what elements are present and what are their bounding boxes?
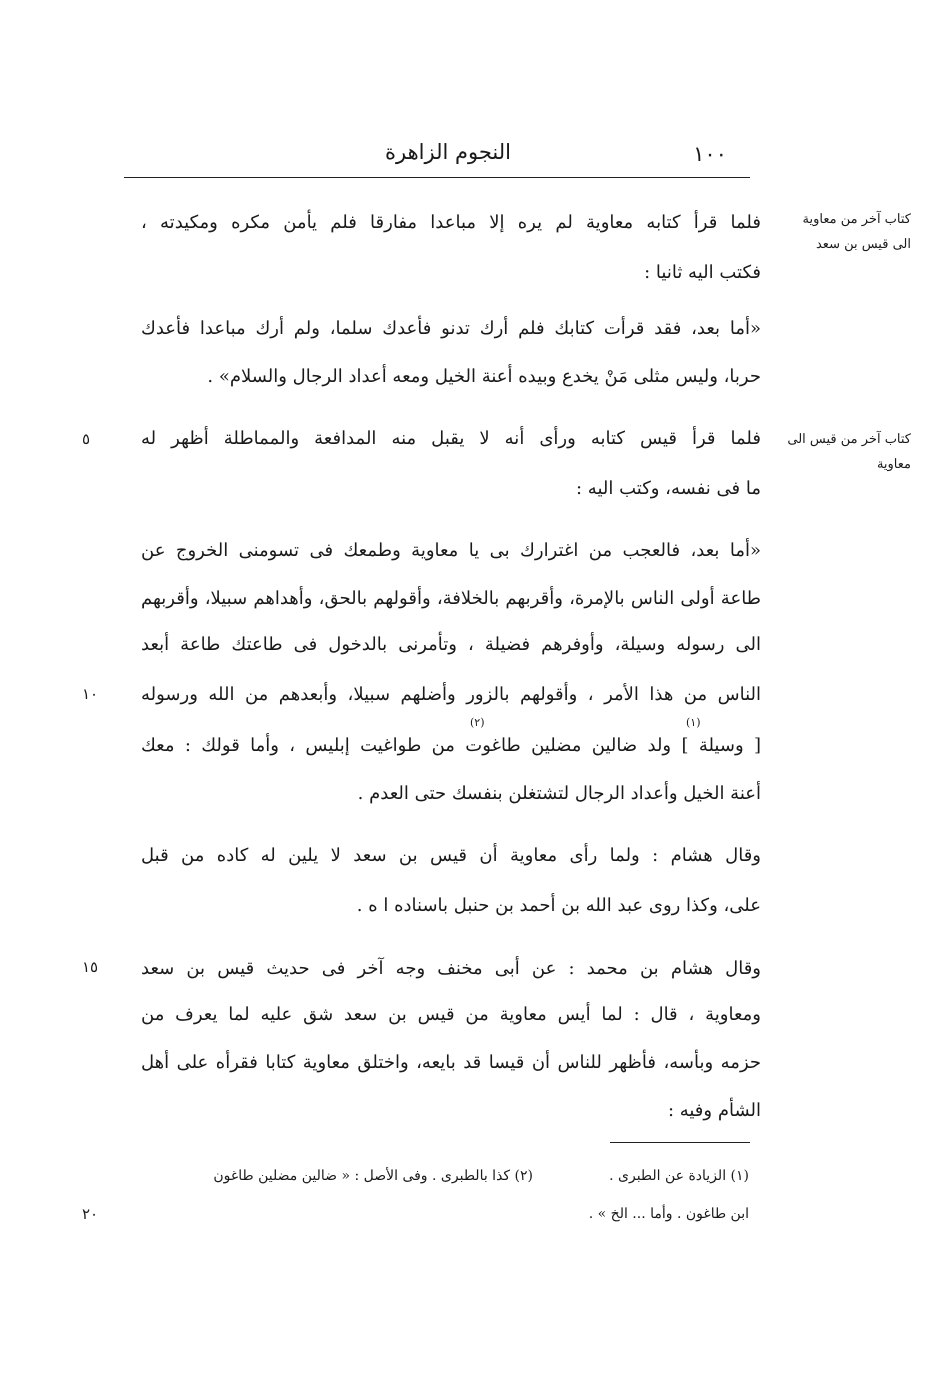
body-line-8: طاعة أولى الناس بالإمرة، وأقربهم بالخلافة، وأقولهم بالحق، وأهداهم سبيلا، وأقربهم <box>141 588 761 609</box>
body-line-18: الشأم وفيه : <box>667 1100 761 1121</box>
body-line-3: «أما بعد، فقد قرأت كتابك فلم أرك تدنو فأعدك سلما، ولم أرك مباعدا فأعدك <box>141 318 761 339</box>
body-line-2: فكتب اليه ثانيا : <box>644 262 761 283</box>
body-line-5: فلما قرأ قيس كتابه ورأى أنه لا يقبل منه المدافعة والمماطلة أظهر له <box>141 428 761 449</box>
footnote-1: (١) الزيادة عن الطبرى . <box>609 1168 749 1184</box>
running-title: النجوم الزاهرة <box>385 140 511 164</box>
body-line-9: الى رسوله وسيلة، وأوفرهم فضيلة ، وتأمرنى بالدخول فى طاعتك طاعة أبعد <box>141 634 761 655</box>
margin-number-15: ١٥ <box>82 958 99 976</box>
body-line-12: أعنة الخيل وأعداد الرجال لتشتغلن بنفسك حتى العدم . <box>357 783 761 804</box>
body-line-13: وقال هشام : ولما رأى معاوية أن قيس بن سعد لا يلين له كاده من قبل <box>141 845 761 866</box>
margin-number-10: ١٠ <box>82 685 99 703</box>
body-line-4: حربا، وليس مثلى مَنْ يخدع وبيده أعنة الخيل ومعه أعداد الرجال والسلام» . <box>207 366 761 387</box>
body-line-11: [ وسيلة ] ولد ضالين مضلين طاغوت من طواغيت إبليس ، وأما قولك : معك <box>141 735 761 756</box>
body-line-10: الناس من هذا الأمر ، وأقولهم بالزور وأضلهم سبيلا، وأبعدهم من الله ورسوله <box>141 684 761 705</box>
footnote-rule <box>610 1142 750 1143</box>
body-line-7: «أما بعد، فالعجب من اغترارك بى يا معاوية وطمعك فى تسومنى الخروج عن <box>141 540 761 561</box>
footnote-2: (٢) كذا بالطبرى . وفى الأصل : « ضالين مضلين طاغون <box>213 1168 533 1184</box>
footnote-2-continued: ابن طاغون . وأما ... الخ » . <box>588 1206 749 1222</box>
body-line-6: ما فى نفسه، وكتب اليه : <box>576 478 761 499</box>
footnote-marker-2: (٢) <box>470 716 485 729</box>
page-number: ١٠٠ <box>693 142 727 166</box>
margin-number-20: ٢٠ <box>82 1205 99 1223</box>
body-line-1: فلما قرأ كتابه معاوية لم يره إلا مباعدا مفارقا فلم يأمن مكره ومكيدته ، <box>141 212 761 233</box>
margin-number-5: ٥ <box>82 430 91 448</box>
body-line-14: على، وكذا روى عبد الله بن أحمد بن حنبل باسناده ا ه . <box>356 895 761 916</box>
body-line-15: وقال هشام بن محمد : عن أبى مخنف وجه آخر فى حديث قيس بن سعد <box>141 958 761 979</box>
sidenote-1: كتاب آخر من معاوية الى قيس بن سعد <box>802 212 911 252</box>
body-line-16: ومعاوية ، قال : لما أيس معاوية من قيس بن سعد شق عليه لما يعرف من <box>141 1004 761 1025</box>
header-rule <box>124 177 750 178</box>
footnote-marker-1: (١) <box>686 716 701 729</box>
body-line-17: حزمه وبأسه، فأظهر للناس أن قيسا قد بايعه، واختلق معاوية كتابا فقرأه على أهل <box>141 1052 761 1073</box>
sidenote-2: كتاب آخر من قيس الى معاوية <box>787 432 911 472</box>
